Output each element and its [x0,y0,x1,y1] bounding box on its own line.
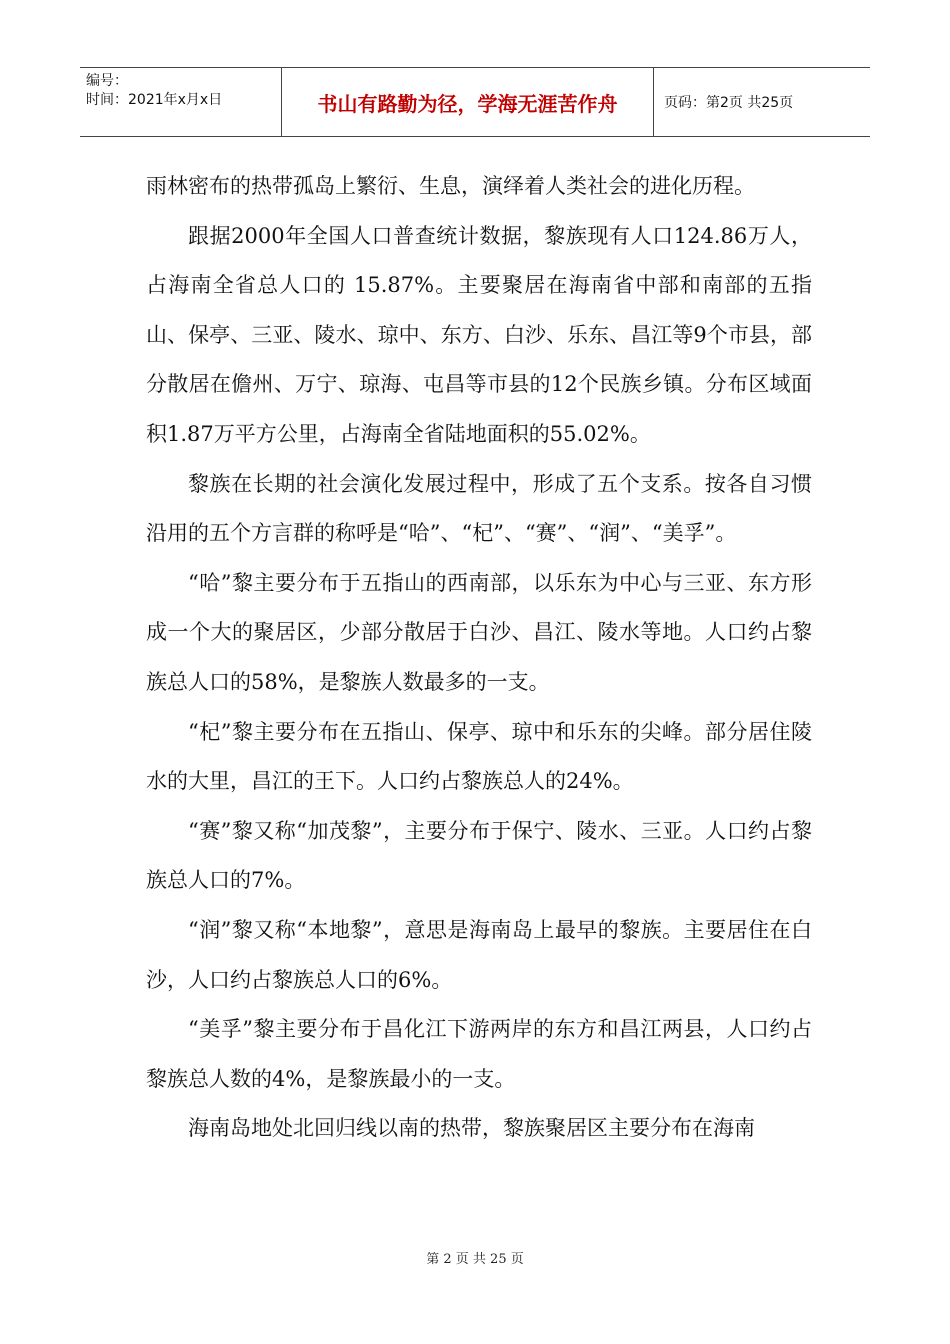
paragraph: “赛”黎又称“加茂黎”，主要分布于保宁、陵水、三亚。人口约占黎族总人口的7%。 [146,818,812,893]
document-body [146,162,812,1154]
paragraph: 跟据2000年全国人口普查统计数据，黎族现有人口124.86万人，占海南全省总人口的 15.87%。主要聚居在海南省中部和南部的五指山、保亭、三亚、陵水、琼中、东方、白沙、乐东、昌江等9个市县，部分散居在儋州、万宁、琼海、屯昌等市县的12个民族乡镇。分布区域面积1.87万平方公里，占海南全省陆地面积的55.02%。 [146,223,812,446]
header-page-number: 页码：第2页 共25页 [664,95,794,111]
paragraph: 海南岛地处北回归线以南的热带，黎族聚居区主要分布在海南 [188,1116,755,1141]
header-motto: 书山有路勤为径，学海无涯苦作舟 [282,68,654,136]
paragraph: 雨林密布的热带孤岛上繁衍、生息，演绎着人类社会的进化历程。 [146,174,755,198]
paragraph: “杞”黎主要分布在五指山、保亭、琼中和乐东的尖峰。部分居住陵水的大里，昌江的王下。人口约占黎族总人的24%。 [146,719,812,794]
paragraph: “哈”黎主要分布于五指山的西南部，以乐东为中心与三亚、东方形成一个大的聚居区，少部分散居于白沙、昌江、陵水等地。人口约占黎族总人口的58%，是黎族人数最多的一支。 [146,570,812,694]
document-number-label: 编号： [86,73,128,89]
page-footer: 第 2 页 共 25 页 [426,1252,524,1267]
page-header [80,67,870,137]
paragraph: 黎族在长期的社会演化发展过程中，形成了五个支系。按各自习惯沿用的五个方言群的称呼是“哈”、“杞”、“赛”、“润”、“美孚”。 [146,471,812,546]
document-date-label: 时间：2021年x月x日 [86,92,223,108]
paragraph: “润”黎又称“本地黎”，意思是海南岛上最早的黎族。主要居住在白沙，人口约占黎族总人口的6%。 [146,917,812,992]
paragraph: “美孚”黎主要分布于昌化江下游两岸的东方和昌江两县，人口约占黎族总人数的4%，是黎族最小的一支。 [146,1017,812,1091]
header-meta [80,68,282,136]
